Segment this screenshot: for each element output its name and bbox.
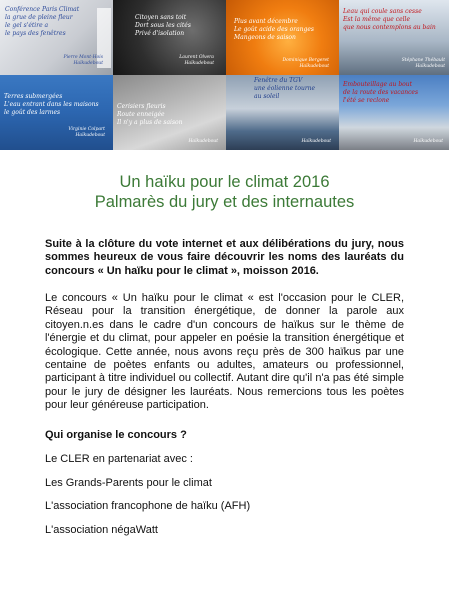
haiku-banner [0,0,449,150]
haiku-signature: Pierre Mont-Hois Haïkudebout [63,55,103,66]
haiku-tile [226,0,339,75]
haiku-text: Conférence Paris Climat la grue de pleine fleur le gel s'étire a le pays des fenêtres [5,6,80,37]
haiku-signature: Stéphane Thébault Haïkudebout [401,58,445,69]
haiku-tile [339,75,449,150]
haiku-signature: Haïkudebout [188,139,218,144]
partner-item: L'association francophone de haïku (AFH) [45,500,251,512]
haiku-tile [0,0,113,75]
page-subtitle: Palmarès du jury et des internautes [94,193,355,211]
body-paragraph: Le concours « Un haïku pour le climat « est l'occasion pour le CLER, Réseau pour la transition énergétique, de donner la parole aux citoyen.n.es dans le cadre d'un concours de haïkus sur le thème de l'énergie et du climat, pour appeler en poésie la transition énergétique et écologique. Cette année, nous avons reçu près de 300 haïkus par une centaine de poètes enfants ou adultes, amateurs ou professionnel, participant à titre individuel ou collectif. Autant dire qu'il n'a pas été simple pour le jury de désigner les lauréats. Nous remercions tous les poètes pour leur généreuse participation. [45,292,404,412]
haiku-signature: Dominique Bergeret Haïkudebout [282,58,329,69]
haiku-signature: Haïkudebout [301,139,331,144]
page-title: Un haïku pour le climat 2016 [119,173,330,191]
partner-item: Les Grands-Parents pour le climat [45,477,212,489]
haiku-signature: Laurent Olvera Haïkudebout [179,55,214,66]
haiku-tile [0,75,113,150]
haiku-text: Leau qui coule sans cesse Est la même que celle que nous contemplons au bain [343,8,436,31]
haiku-text: Terres submergées L'eau entrant dans les maisons le goût des larmes [4,93,99,116]
haiku-tile [339,0,449,75]
intro-paragraph: Suite à la clôture du vote internet et aux délibérations du jury, nous sommes heureux de vous faire découvrir les noms des lauréats du concours « Un haïku pour le climat », moisson 2016. [45,238,404,277]
haiku-signature: Haïkudebout [413,139,443,144]
haiku-tile [113,75,226,150]
haiku-text: Embouteillage au bout de la route des vacances l'été se reclone [343,81,419,104]
haiku-tile [226,75,339,150]
haiku-text: Fenêtre du TGV une éolienne tourne au soleil [254,77,316,100]
haiku-text: Plus avant décembre Le goût acide des oranges Mangeons de saison [234,18,315,41]
organisers-question: Qui organise le concours ? [45,429,187,441]
haiku-tile [113,0,226,75]
haiku-text: Cerisiers fleuris Route enneigée Il n'y a plus de saison [117,103,183,126]
haiku-text: Citoyen sans toit Dort sous les cités Privé d'isolation [135,14,191,37]
haiku-signature: Virginie Colpart Haïkudebout [68,127,105,138]
partner-item: L'association négaWatt [45,524,158,536]
organisers-intro: Le CLER en partenariat avec : [45,453,193,465]
